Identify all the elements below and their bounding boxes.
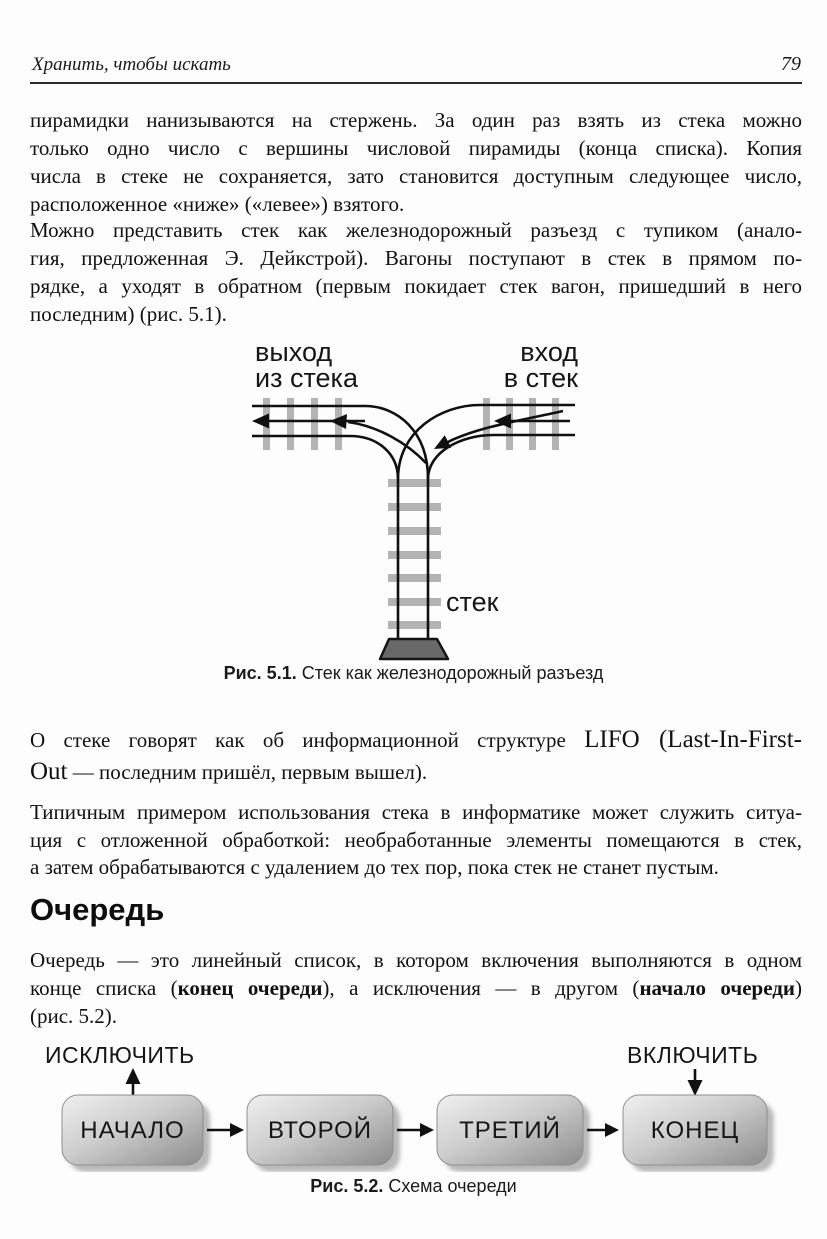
text-line: О стеке говорят как об информационной структуре LIFO (Last-In-First- <box>30 726 802 753</box>
text-line: только одно число с вершины числовой пирамиды (конца списка). Копия <box>30 136 802 160</box>
exit-label-line2: из стека <box>255 363 358 393</box>
text-line: конце списка (конец очереди), а исключения — в другом (начало очереди) <box>30 976 802 1000</box>
page-number: 79 <box>781 53 801 75</box>
text-line: ция с отложенной обработкой: необработанные элементы помещаются в стек, <box>30 827 802 852</box>
entry-label-line2: в стек <box>503 363 578 393</box>
figure-5-2-caption-number: Рис. 5.2. <box>310 1176 384 1196</box>
paragraph-stack-pyramids <box>30 106 802 218</box>
paragraph-stack-usage <box>30 799 802 882</box>
running-header-title: Хранить, чтобы искать <box>32 54 231 75</box>
rail-left-bottom <box>252 436 398 639</box>
figure-5-2-caption <box>0 1176 827 1197</box>
figure-5-1-caption <box>0 663 827 684</box>
text-line: Типичным примером использования стека в информатике может служить ситуа- <box>30 800 802 824</box>
queue-arrow-1 <box>207 1123 244 1137</box>
text-line: числа в стеке не сохраняется, зато становится доступным следующее число, <box>30 164 802 188</box>
paragraph-lifo <box>30 724 802 788</box>
text-line: гия, предложенная Э. Дейкстрой). Вагоны поступают в стек в прямом по- <box>30 246 802 270</box>
text-line: а затем обрабатываются с удалением до тех пор, пока стек не станет пустым. <box>30 855 719 879</box>
queue-arrow-2 <box>397 1123 434 1137</box>
insert-label: ВКЛЮЧИТЬ <box>627 1042 759 1068</box>
text-line: Out — последним пришёл, первым вышел). <box>30 758 428 785</box>
queue-box-second-label: ВТОРОЙ <box>267 1117 373 1144</box>
stack-label: стек <box>446 587 499 617</box>
queue-box-third-label: ТРЕТИЙ <box>459 1117 561 1144</box>
queue-box-end-label: КОНЕЦ <box>650 1117 740 1144</box>
entry-label-line1: вход <box>520 337 578 367</box>
text-line: Очередь — это линейный список, в котором включения выполняются в одном <box>30 948 802 972</box>
stack-track-ties <box>388 479 441 629</box>
insert-arrow <box>688 1069 703 1096</box>
figure-5-2-caption-text: Схема очереди <box>388 1176 517 1196</box>
exit-label-line1: выход <box>255 337 333 367</box>
figure-5-1-caption-number: Рис. 5.1. <box>223 663 297 683</box>
text-line: последним) (рис. 5.1). <box>30 302 227 326</box>
header-rule <box>30 82 802 84</box>
text-line: (рис. 5.2). <box>30 1004 118 1028</box>
figure-stack-railway <box>0 330 827 665</box>
paragraph-stack-railway-analogy <box>30 216 802 328</box>
text-line: Можно представить стек как железнодорожный разъезд с тупиком (анало- <box>30 218 802 242</box>
remove-label: ИСКЛЮЧИТЬ <box>45 1042 195 1068</box>
remove-arrow <box>126 1068 141 1096</box>
text-line: расположенное «ниже» («левее») взятого. <box>30 192 405 216</box>
text-line: рядке, а уходят в обратном (первым покидает стек вагон, пришедший в него <box>30 274 802 298</box>
section-heading-queue: Очередь <box>30 892 165 927</box>
figure-queue-schema <box>0 1038 827 1172</box>
text-line: пирамидки нанизываются на стержень. За один раз взять из стека можно <box>30 108 802 132</box>
queue-arrow-3 <box>587 1123 619 1137</box>
exit-arrow <box>252 414 365 429</box>
buffer-stop <box>380 639 448 659</box>
queue-box-start-label: НАЧАЛО <box>80 1117 185 1144</box>
figure-5-1-caption-text: Стек как железнодорожный разъезд <box>301 663 604 683</box>
paragraph-queue-definition <box>30 946 802 1030</box>
